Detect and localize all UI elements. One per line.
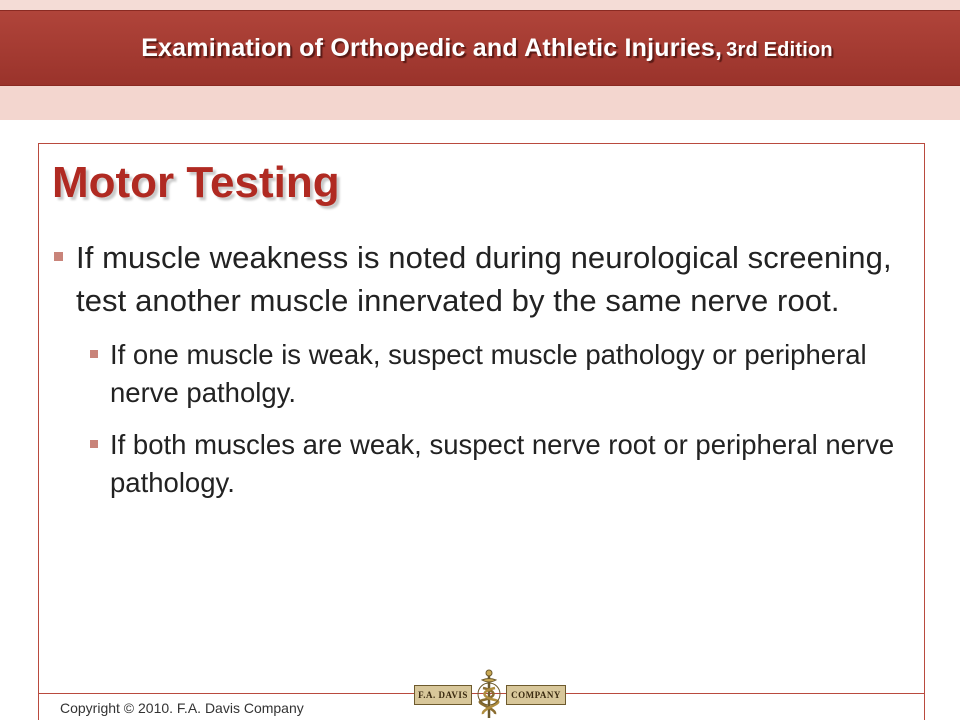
fa-davis-logo [414, 668, 566, 720]
bullet-list [52, 236, 902, 502]
caduceus-emblem-icon [472, 668, 506, 720]
top-strip [0, 0, 960, 10]
square-bullet-icon [90, 440, 98, 448]
square-bullet-icon [54, 252, 63, 261]
sub-bullet-item [52, 426, 902, 502]
header-title [141, 34, 833, 63]
logo-left-band: F.A. DAVIS [414, 685, 472, 705]
square-bullet-icon [90, 350, 98, 358]
header-bar [0, 10, 960, 86]
header-title-text: Examination of Orthopedic and Athletic Injuries, [141, 33, 723, 62]
bullet-item [52, 236, 902, 322]
header-sub-band [0, 86, 960, 120]
header-edition: 3rd Edition [726, 38, 833, 61]
logo-right-band: COMPANY [506, 685, 566, 705]
sub-bullet-text: If both muscles are weak, suspect nerve root or peripheral nerve pathology. [110, 429, 895, 498]
copyright-text: Copyright © 2010. F.A. Davis Company [60, 700, 304, 716]
sub-bullet-text: If one muscle is weak, suspect muscle pathology or peripheral nerve patholgy. [110, 339, 867, 408]
slide-title: Motor Testing [52, 158, 340, 207]
sub-bullet-item [52, 336, 902, 412]
bullet-text: If muscle weakness is noted during neurological screening, test another muscle innervated by the same nerve root. [76, 240, 892, 318]
